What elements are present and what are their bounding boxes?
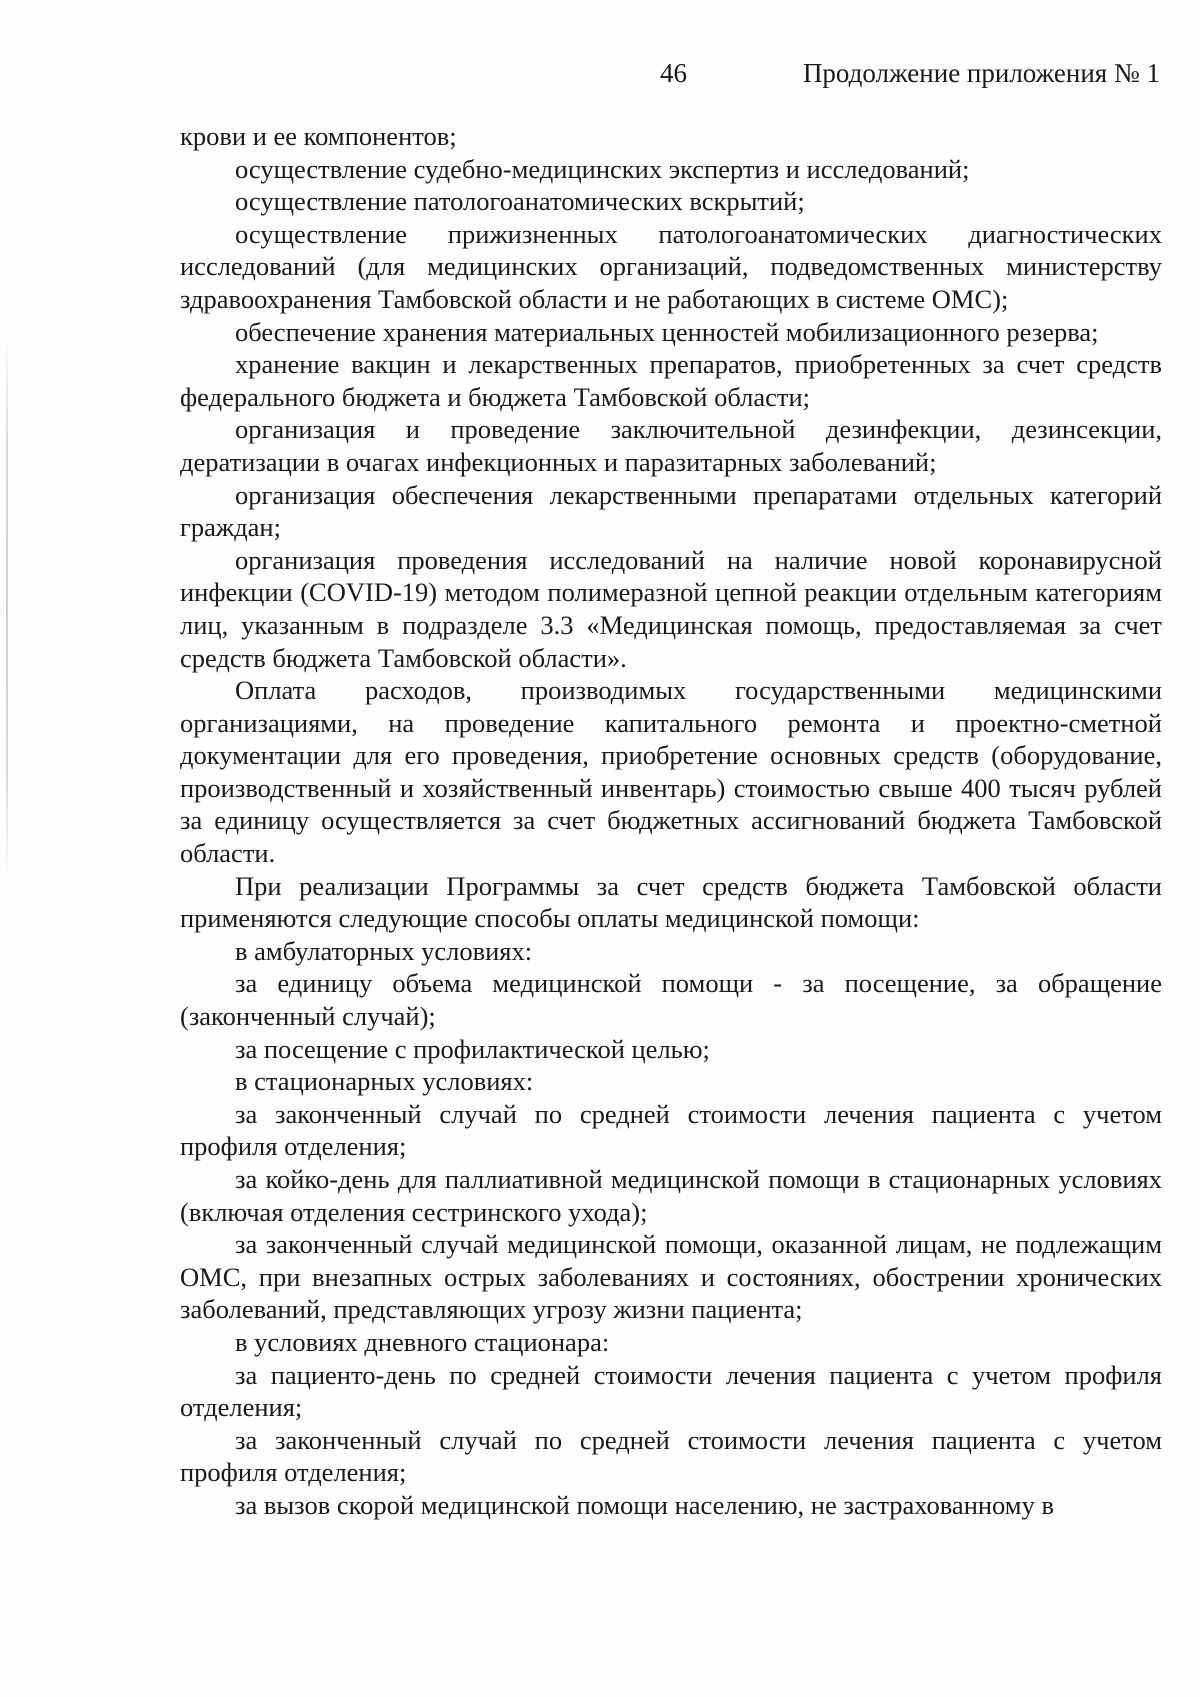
paragraph: организация и проведение заключительной дезинфекции, дезинсекции, дератизации в очагах инфекционных и паразитарных заболеваний; [180,414,1162,477]
paragraph: за единицу объема медицинской помощи - за посещение, за обращение (законченный случай); [180,968,1162,1032]
paragraph: Оплата расходов, производимых государственными медицинскими организациями, на проведение капитального ремонта и проектно-сметной документации для его проведения, приобретение основных средств (оборудование, производственный и хозяйственный инвентарь) стоимостью свыше 400 тысяч рублей за единицу осуществляется за счет бюджетных ассигнований бюджета Тамбовской области. [180,675,1162,869]
paragraph: При реализации Программы за счет средств бюджета Тамбовской области применяются следующие способы оплаты медицинской помощи: [180,870,1162,934]
paragraph: за законченный случай медицинской помощи, оказанной лицам, не подлежащим ОМС, при внезапных острых заболеваниях и состояниях, обострении хронических заболеваний, представляющих угрозу жизни пациента; [180,1229,1162,1325]
paragraph: за койко-день для паллиативной медицинской помощи в стационарных условиях (включая отделения сестринского ухода); [180,1164,1162,1227]
paragraph: обеспечение хранения материальных ценностей мобилизационного резерва; [235,316,1099,347]
paragraph: осуществление прижизненных патологоанатомических диагностических исследований (для медицинских организаций, подведомственных министерству здравоохранения Тамбовской области и не работающих в системе ОМС); [180,218,1162,314]
paragraph: организация проведения исследований на наличие новой коронавирусной инфекции (COVID-19) методом полимеразной цепной реакции отдельным категориям лиц, указанным в подразделе 3.3 «Медицинская помощь, предоставляемая за счет средств бюджета Тамбовской области». [180,544,1162,673]
paragraph: крови и ее компонентов; [180,121,457,151]
paragraph: организация обеспечения лекарственными препаратами отдельных категорий граждан; [180,479,1162,543]
paragraph: в стационарных условиях: [235,1066,534,1097]
paragraph: за законченный случай по средней стоимости лечения пациента с учетом профиля отделения; [180,1098,1162,1162]
paragraph: за посещение с профилактической целью; [235,1033,710,1064]
paragraph: в амбулаторных условиях: [235,935,533,966]
document-body [180,120,1162,1522]
paragraph: в условиях дневного стационара: [235,1326,610,1357]
paragraph: за пациенто-день по средней стоимости лечения пациента с учетом профиля отделения; [180,1359,1162,1423]
paragraph: за вызов скорой медицинской помощи населению, не застрахованному в [235,1489,1054,1520]
page-number: 46 [660,58,687,88]
paragraph: хранение вакцин и лекарственных препаратов, приобретенных за счет средств федерального бюджета и бюджета Тамбовской области; [180,349,1162,412]
scan-edge-shadow [6,330,8,890]
paragraph: за законченный случай по средней стоимости лечения пациента с учетом профиля отделения; [180,1424,1162,1488]
appendix-label: Продолжение приложения № 1 [802,58,1160,88]
paragraph: осуществление патологоанатомических вскрытий; [235,186,805,217]
paragraph: осуществление судебно-медицинских экспертиз и исследований; [235,153,970,184]
page-header [0,58,1200,98]
